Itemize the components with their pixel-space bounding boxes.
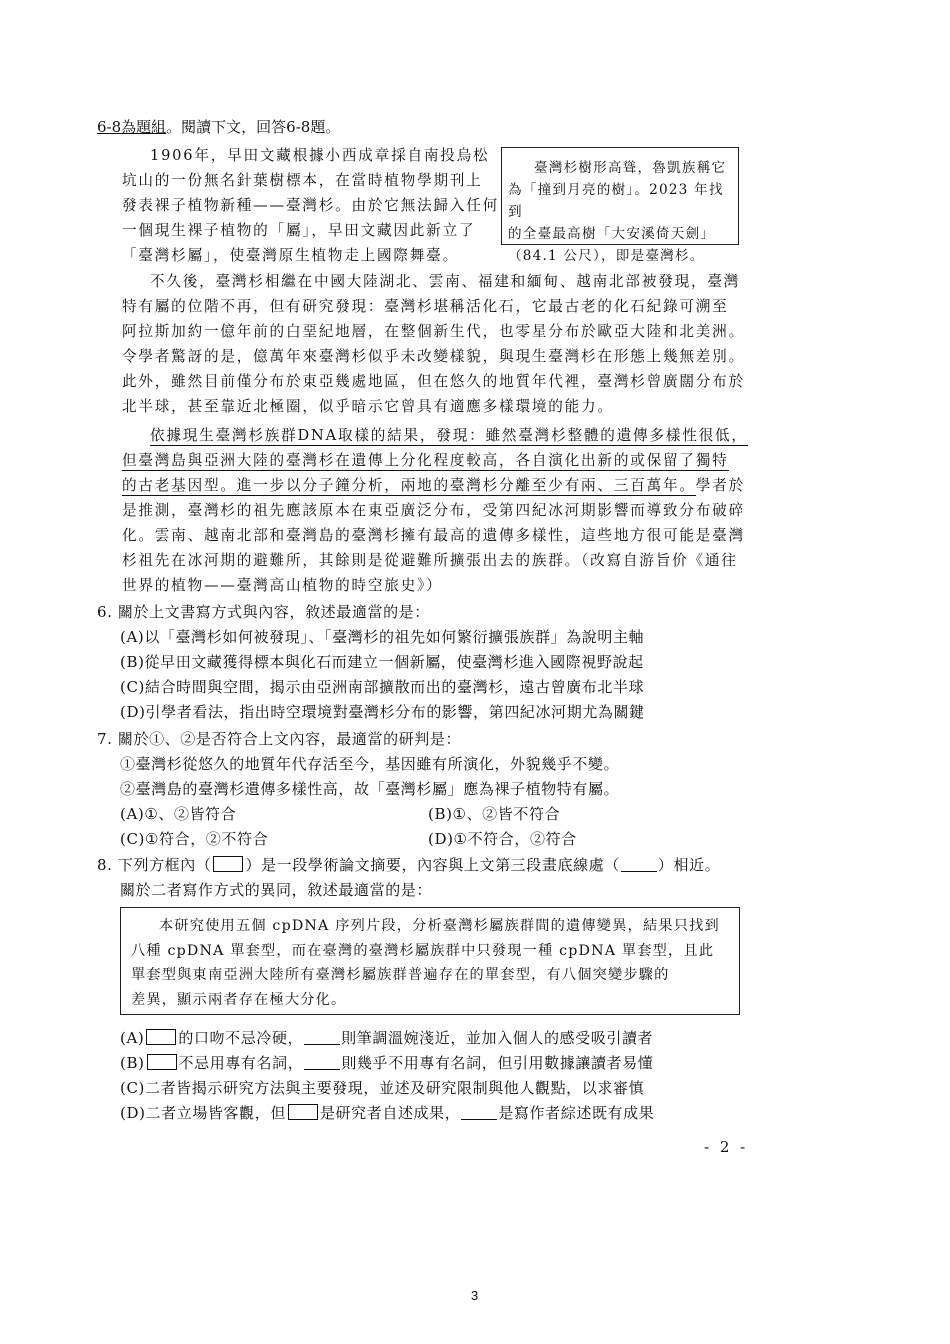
page-number: - 2 - — [704, 1138, 749, 1156]
passage-p2-line-2: 特有屬的位階不再，但有研究發現：臺灣杉堪稱活化石，它最古老的化石紀錄可溯至 — [122, 298, 729, 315]
q8-stem-part-c: ）相近。 — [657, 856, 721, 874]
box-symbol-icon — [288, 1104, 318, 1120]
side-note-line-2: 為「撞到月亮的樹」。2023 年找到 — [508, 182, 724, 220]
q6-option-b[interactable]: (B)從早田文藏獲得標本與化石而建立一個新屬，使臺灣杉進入國際視野說起 — [120, 653, 644, 671]
q8-stem-part-b: ）是一段學術論文摘要，內容與上文第三段畫底線處（ — [245, 856, 620, 874]
box-symbol-icon — [146, 1029, 176, 1045]
passage-p3-tail: 學者於 — [695, 477, 745, 494]
abstract-box — [120, 907, 740, 1015]
underlined-text: 的古老基因型。進一步以分子鐘分析，兩地的臺灣杉分離至少有兩、三百萬年。 — [122, 477, 696, 494]
q8-option-a-label: (A) — [120, 1029, 145, 1047]
passage-p1-line-2: 坑山的一份無名針葉樹標本，在當時植物學期刊上 — [122, 172, 483, 189]
passage-p3-line-3 — [122, 473, 745, 498]
q7-option-b[interactable]: (B)①、②皆不符合 — [428, 805, 561, 823]
abstract-line-2: 八種 cpDNA 單套型，而在臺灣的臺灣杉屬族群中只發現一種 cpDNA 單套型，且此 — [131, 942, 715, 959]
passage-p1-line-5: 「臺灣杉屬」，使臺灣原生植物走上國際舞臺。 — [122, 247, 459, 264]
underline-blank-icon — [304, 1030, 340, 1045]
passage-p3-line-2 — [122, 448, 729, 473]
q8-option-b-label: (B) — [120, 1054, 145, 1072]
box-symbol-icon — [147, 1054, 177, 1070]
passage-p1-line-3: 發表裸子植物新種——臺灣杉。由於它無法歸入任何 — [122, 197, 500, 214]
q8-option-d-post: 是寫作者綜述既有成果 — [498, 1104, 655, 1122]
q8-option-b-post: 則幾乎不用專有名詞，但引用數據讓讀者易懂 — [341, 1054, 654, 1072]
side-note-line-4: （84.1 公尺），即是臺灣杉。 — [508, 248, 705, 264]
footer-page-number: 3 — [471, 1288, 479, 1303]
q7-option-c[interactable]: (C)①符合，②不符合 — [120, 830, 269, 848]
passage-p2-line-6: 北半球，甚至靠近北極圈，似乎暗示它曾具有適應多樣環境的能力。 — [122, 398, 614, 415]
q8-option-a[interactable] — [120, 1026, 653, 1050]
underline-blank-icon — [461, 1105, 497, 1120]
q7-stem: 7. 關於①、②是否符合上文內容，最適當的研判是： — [97, 730, 462, 748]
underline-blank-icon — [621, 857, 657, 872]
group-prefix: 6-8 — [97, 118, 122, 136]
q8-option-d[interactable] — [120, 1101, 654, 1125]
q8-option-d-mid: 是研究者自述成果， — [319, 1104, 461, 1122]
q6-option-d[interactable]: (D)引學者看法，指出時空環境對臺灣杉分布的影響，第四紀冰河期尤為關鍵 — [120, 703, 645, 721]
q7-statement-1: ①臺灣杉從悠久的地質年代存活至今，基因雖有所演化，外貌幾乎不變。 — [120, 755, 620, 773]
underlined-text: 但臺灣島與亞洲大陸的臺灣杉在遺傳上分化程度較高，各自演化出新的或保留了獨特 — [122, 452, 729, 469]
underline-blank-icon — [304, 1055, 340, 1070]
q6-option-a[interactable]: (A)以「臺灣杉如何被發現」、「臺灣杉的祖先如何繁衍擴張族群」為說明主軸 — [120, 628, 645, 646]
group-instruction: 。閱讀下文，回答6-8題。 — [166, 118, 341, 136]
q6-stem: 6. 關於上文書寫方式與內容，敘述最適當的是： — [97, 603, 430, 621]
passage-p3-line-6: 杉祖先在冰河期的避難所，其餘則是從避難所擴張出去的族群。（改寫自游旨价《通往 — [122, 552, 738, 569]
passage-p2-line-3: 阿拉斯加約一億年前的白堊紀地層，在整個新生代，也零星分布於歐亞大陸和北美洲。 — [122, 323, 745, 340]
q8-stem — [97, 853, 720, 877]
passage-p3-line-4: 是推測，臺灣杉的祖先應該原本在東亞廣泛分布，受第四紀冰河期影響而導致分布破碎 — [122, 502, 745, 519]
q6-option-c[interactable]: (C)結合時間與空間，揭示由亞洲南部擴散而出的臺灣杉，遠古曾廣布北半球 — [120, 678, 645, 696]
q8-stem-part-a: 8. 下列方框內（ — [97, 856, 212, 874]
passage-p3-line-1 — [150, 423, 748, 448]
abstract-line-3: 單套型與東南亞洲大陸所有臺灣杉屬族群普遍存在的單套型，有八個突變步驟的 — [131, 967, 670, 983]
side-note-box — [501, 147, 739, 264]
q8-stem-2: 關於二者寫作方式的異同，敘述最適當的是： — [120, 881, 433, 899]
q8-option-b[interactable] — [120, 1051, 653, 1075]
q8-option-c[interactable]: (C)二者皆揭示研究方法與主要發現，並述及研究限制與他人觀點，以求審慎 — [120, 1079, 645, 1097]
q7-option-d[interactable]: (D)①不符合，②符合 — [428, 830, 577, 848]
q8-option-a-mid: 的口吻不忌冷硬， — [178, 1029, 304, 1047]
q8-option-a-post: 則筆調溫婉淺近，並加入個人的感受吸引讀者 — [341, 1029, 654, 1047]
group-header — [97, 116, 340, 137]
group-term: 為題組 — [121, 118, 167, 136]
passage-p1-line-1: 1906年，早田文藏根據小西成章採自南投烏松 — [150, 147, 490, 164]
q8-option-b-mid: 不忌用專有名詞， — [178, 1054, 304, 1072]
abstract-line-4: 差異，顯示兩者存在極大分化。 — [131, 991, 347, 1008]
passage-p2-line-4: 令學者驚訝的是，億萬年來臺灣杉似乎未改變樣貌，與現生臺灣杉在形態上幾無差別。 — [122, 348, 745, 365]
q8-option-d-label: (D)二者立場皆客觀，但 — [120, 1104, 286, 1122]
passage-p3-line-5: 化。雲南、越南北部和臺灣島的臺灣杉擁有最高的遺傳多樣性，這些地方很可能是臺灣 — [122, 527, 745, 544]
underlined-text: 依據現生臺灣杉族群DNA取樣的結果，發現：雖然臺灣杉整體的遺傳多樣性很低， — [150, 427, 748, 444]
box-symbol-icon — [213, 856, 243, 872]
passage-p1-line-4: 一個現生裸子植物的「屬」，早田文藏因此新立了 — [122, 222, 476, 239]
passage-p2-line-1: 不久後，臺灣杉相繼在中國大陸湖北、雲南、福建和緬甸、越南北部被發現，臺灣 — [150, 273, 741, 290]
abstract-line-1: 本研究使用五個 cpDNA 序列片段，分析臺灣杉屬族群間的遺傳變異，結果只找到 — [159, 918, 720, 934]
side-note-line-3: 的全臺最高樹「大安溪倚天劍」 — [508, 226, 716, 242]
q7-statement-2: ②臺灣島的臺灣杉遺傳多樣性高，故「臺灣杉屬」應為裸子植物特有屬。 — [120, 780, 620, 798]
side-note-line-1: 臺灣杉樹形高聳，魯凱族稱它 — [534, 160, 727, 176]
passage-p3-line-7: 世界的植物——臺灣高山植物的時空旅史》） — [122, 577, 443, 594]
q7-option-a[interactable]: (A)①、②皆符合 — [120, 805, 237, 823]
passage-p2-line-5: 此外，雖然目前僅分布於東亞幾處地區，但在悠久的地質年代裡，臺灣杉曾廣闊分布於 — [122, 373, 745, 390]
